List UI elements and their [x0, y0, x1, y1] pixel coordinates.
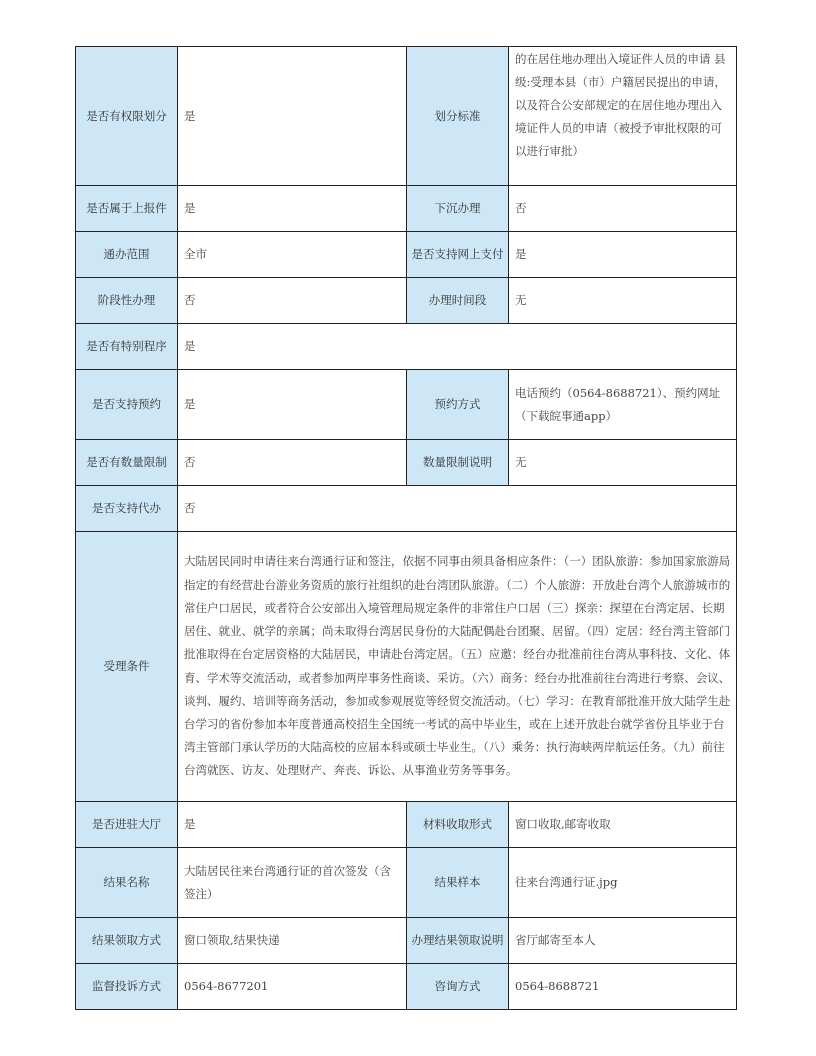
- label-cell: 材料收取形式: [407, 802, 509, 848]
- table-row: [76, 918, 737, 964]
- table-row: [76, 232, 737, 278]
- table-row: [76, 848, 737, 918]
- value-cell: 是: [178, 802, 407, 848]
- table-row: [76, 486, 737, 532]
- label-cell: 监督投诉方式: [76, 964, 178, 1010]
- table-row: [76, 964, 737, 1010]
- value-cell: 是: [509, 232, 737, 278]
- label-cell: 结果名称: [76, 848, 178, 918]
- label-cell: 是否属于上报件: [76, 186, 178, 232]
- value-cell: 0564-8688721: [509, 964, 737, 1010]
- value-cell: 否: [178, 440, 407, 486]
- value-cell: 是: [178, 324, 737, 370]
- label-cell: 结果样本: [407, 848, 509, 918]
- value-cell: 全市: [178, 232, 407, 278]
- label-cell: 下沉办理: [407, 186, 509, 232]
- value-cell: 否: [178, 486, 737, 532]
- table-row: [76, 186, 737, 232]
- table-row: [76, 370, 737, 440]
- label-cell: 通办范围: [76, 232, 178, 278]
- value-cell: 大陆居民往来台湾通行证的首次签发（含签注）: [178, 848, 407, 918]
- label-cell: 咨询方式: [407, 964, 509, 1010]
- label-cell: 受理条件: [76, 532, 178, 802]
- label-cell: 划分标准: [407, 47, 509, 186]
- label-cell: 是否支持网上支付: [407, 232, 509, 278]
- table-row: [76, 802, 737, 848]
- value-cell: 是: [178, 186, 407, 232]
- value-cell: 是: [178, 370, 407, 440]
- label-cell: 是否支持预约: [76, 370, 178, 440]
- value-cell: 窗口领取,结果快递: [178, 918, 407, 964]
- label-cell: 办理结果领取说明: [407, 918, 509, 964]
- value-cell: 是: [178, 47, 407, 186]
- label-cell: 是否有特别程序: [76, 324, 178, 370]
- service-info-table: [75, 46, 737, 1010]
- label-cell: 数量限制说明: [407, 440, 509, 486]
- value-cell: 无: [509, 440, 737, 486]
- table-row: [76, 278, 737, 324]
- value-cell: 0564-8677201: [178, 964, 407, 1010]
- acceptance-conditions-text: 大陆居民同时申请往来台湾通行证和签注，依据不同事由须具备相应条件：（一）团队旅游：参加国家旅游局指定的有经营赴台游业务资质的旅行社组织的赴台湾团队旅游。（二）个人旅游：开放赴台湾个人旅游城市的常住户口居民，或者符合公安部出入境管理局规定条件的非常住户口居（三）探亲：探望在台湾定居、长期居住、就业、就学的亲属；尚未取得台湾居民身份的大陆配偶赴台团聚、居留。（四）定居：经台湾主管部门批准取得在台定居资格的大陆居民，申请赴台湾定居。（五）应邀：经台办批准前往台湾从事科技、文化、体育、学术等交流活动，或者参加两岸事务性商谈、采访。（六）商务：经台办批准前往台湾进行考察、会议、谈判、履约、培训等商务活动，参加或参观展览等经贸交流活动。（七）学习：在教育部批准开放大陆学生赴台学习的省份参加本年度普通高校招生全国统一考试的高中毕业生，或在上述开放赴台就学省份且毕业于台湾主管部门承认学历的大陆高校的应届本科或硕士毕业生。（八）乘务：执行海峡两岸航运任务。（九）前往台湾就医、访友、处理财产、奔丧、诉讼、从事渔业劳务等事务。: [178, 532, 737, 802]
- value-cell: 的在居住地办理出入境证件人员的申请 县级:受理本县（市）户籍居民提出的申请，以及符合公安部规定的在居住地办理出入境证件人员的申请（被授予审批权限的可以进行审批）: [509, 47, 737, 186]
- label-cell: 结果领取方式: [76, 918, 178, 964]
- label-cell: 是否进驻大厅: [76, 802, 178, 848]
- label-cell: 是否支持代办: [76, 486, 178, 532]
- label-cell: 是否有数量限制: [76, 440, 178, 486]
- table-row: [76, 47, 737, 186]
- value-cell: 窗口收取,邮寄收取: [509, 802, 737, 848]
- table-row: [76, 324, 737, 370]
- value-cell: 电话预约（0564-8688721）、预约网址（下载皖事通app）: [509, 370, 737, 440]
- value-cell: 否: [178, 278, 407, 324]
- label-cell: 预约方式: [407, 370, 509, 440]
- label-cell: 办理时间段: [407, 278, 509, 324]
- label-cell: 阶段性办理: [76, 278, 178, 324]
- result-sample-file: 往来台湾通行证.jpg: [509, 848, 737, 918]
- table-row: [76, 532, 737, 802]
- value-cell: 省厅邮寄至本人: [509, 918, 737, 964]
- label-cell: 是否有权限划分: [76, 47, 178, 186]
- value-cell: 无: [509, 278, 737, 324]
- table-row: [76, 440, 737, 486]
- value-cell: 否: [509, 186, 737, 232]
